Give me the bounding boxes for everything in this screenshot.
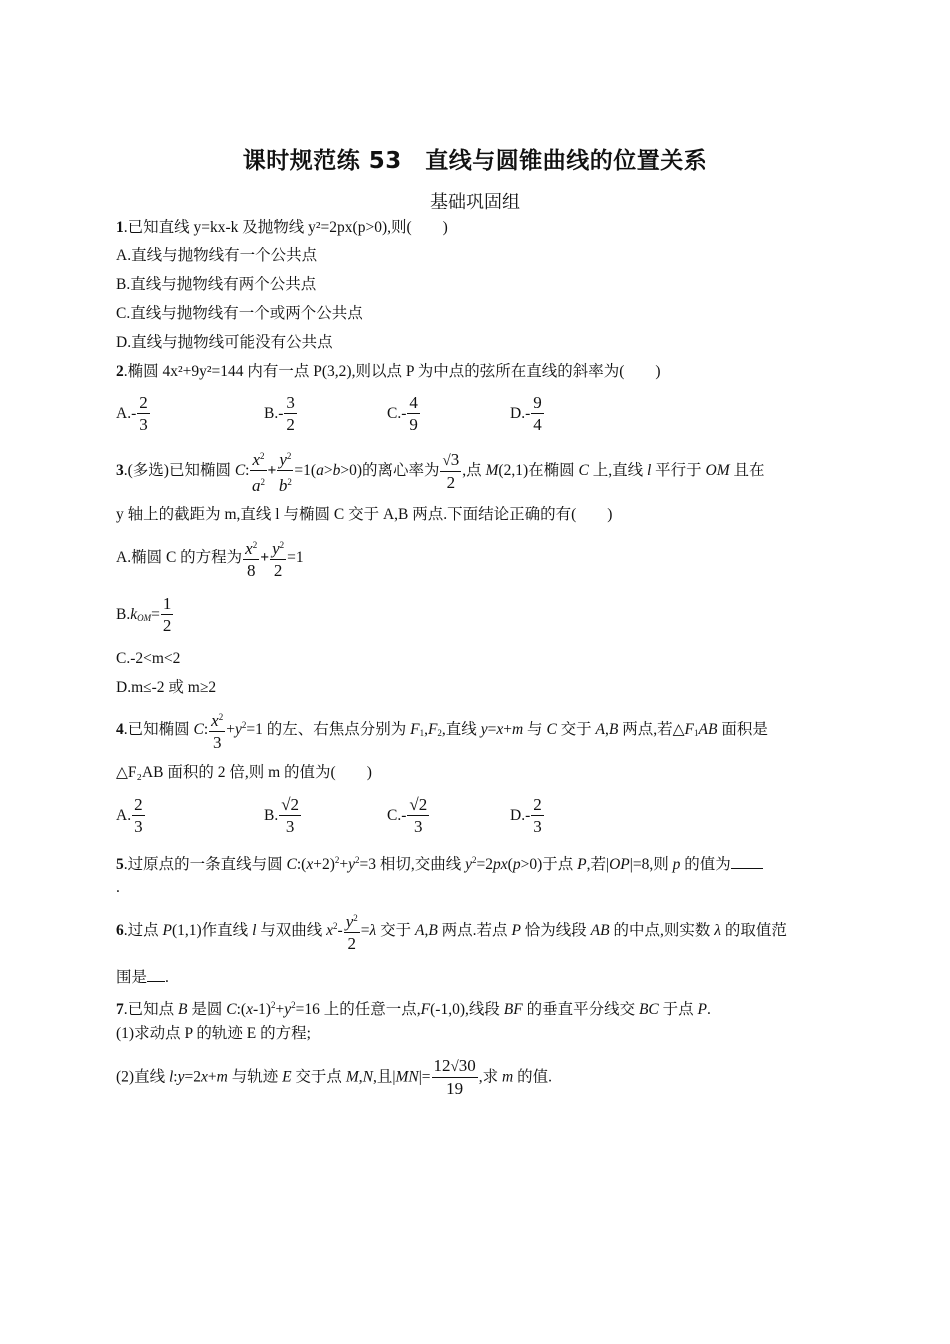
question-5-continuation: . [116,879,120,896]
question-3-line-2: y 轴上的截距为 m,直线 l 与椭圆 C 交于 A,B 两点.下面结论正确的有( ) [116,506,613,523]
question-7-part-1: (1)求动点 P 的轨迹 E 的方程; [116,1025,311,1042]
question-1-stem: 1.已知直线 y=kx-k 及抛物线 y²=2px(p>0),则( ) [116,219,448,236]
question-1-option-a: A.直线与抛物线有一个公共点 [116,247,318,264]
question-4-option-c: C.- $\frac{√2}{3}$ [387,795,428,836]
question-6-stem: 6.过点 P(1,1)作直线 l 与双曲线 $x^2-$ $\frac{y^2}{2}$ =λ 交于 A,B 两点.若点 P 恰为线段 AB 的中点,则实数 λ 的取值范 [116,908,787,955]
question-2-option-a: A.- $\frac{2}{3}$ [116,393,148,434]
page-title: 课时规范练 53 直线与圆锥曲线的位置关系 [242,148,708,174]
question-7-stem: 7.已知点 B 是圆 $C:(x-1)^2+y^2=16$ 上的任意一点,F(-1,0),线段 BF 的垂直平分线交 BC 于点 P. [116,1000,711,1018]
question-4-option-d: D.- $\frac{2}{3}$ [510,795,542,836]
question-4-option-a: A. $\frac{2}{3}$ [116,795,143,836]
question-6-line-2: 围是 . [116,969,169,986]
question-3-option-d: D.m≤-2 或 m≥2 [116,679,217,696]
question-4-stem: 4.已知椭圆 C: $\frac{x^2}{3}$ $+y^2=1$ 的左、右焦点分别为 $F_1,F_2$,直线 y=x+m 与 C 交于 A,B 两点,若$\triangle F_1AB$ 面积是 [116,707,768,754]
section-subtitle: 基础巩固组 [430,192,520,213]
question-1-option-c: C.直线与抛物线有一个或两个公共点 [116,305,363,322]
question-2-stem: 2.椭圆 4x²+9y²=144 内有一点 P(3,2),则以点 P 为中点的弦所在直线的斜率为( ) [116,363,661,380]
question-3-option-b: $B.k_{OM}=$ $\frac{1}{2}$ [116,594,172,635]
question-1-option-b: B.直线与抛物线有两个公共点 [116,276,317,293]
question-2-option-b: B.- $\frac{3}{2}$ [264,393,295,434]
question-3-option-c: C.-2<m<2 [116,650,181,667]
answer-blank[interactable] [147,967,165,982]
question-3-option-a: A.椭圆 C 的方程为 $\frac{x^2}{8}$ + $\frac{y^2}{2}$ =1 [116,535,304,582]
question-2-option-c: C.- $\frac{4}{9}$ [387,393,418,434]
question-4-line-2: △F₂AB 面积的 2 倍,则 m 的值为( ) [116,764,372,781]
answer-blank[interactable] [731,854,763,869]
question-7-part-2: (2)直线 l:y=2x+m 与轨迹 E 交于点 M,N,且|MN|= $\frac{12√30}{19}$ ,求 m 的值. [116,1056,553,1098]
question-3-stem: 3.(多选)已知椭圆 C: $\frac{x^2}{a^2}$ + $\frac{y^2}{b^2}$ =1(a>b>0)的离心率为 $\frac{√3}{2}$ ,点 M(2,1)在椭圆 C 上,直线 l 平行于 OM 且在 [116,446,765,497]
question-1-option-d: D.直线与抛物线可能没有公共点 [116,334,333,351]
question-5-stem: 5.过原点的一条直线与圆 $C:(x+2)^2+y^2=3$ 相切,交曲线 $y^2=2px(p>0)$于点 P,若|OP|=8,则 p 的值为 [116,850,763,875]
question-4-option-b: B. $\frac{√2}{3}$ [264,795,300,836]
question-2-option-d: D.- $\frac{9}{4}$ [510,393,542,434]
